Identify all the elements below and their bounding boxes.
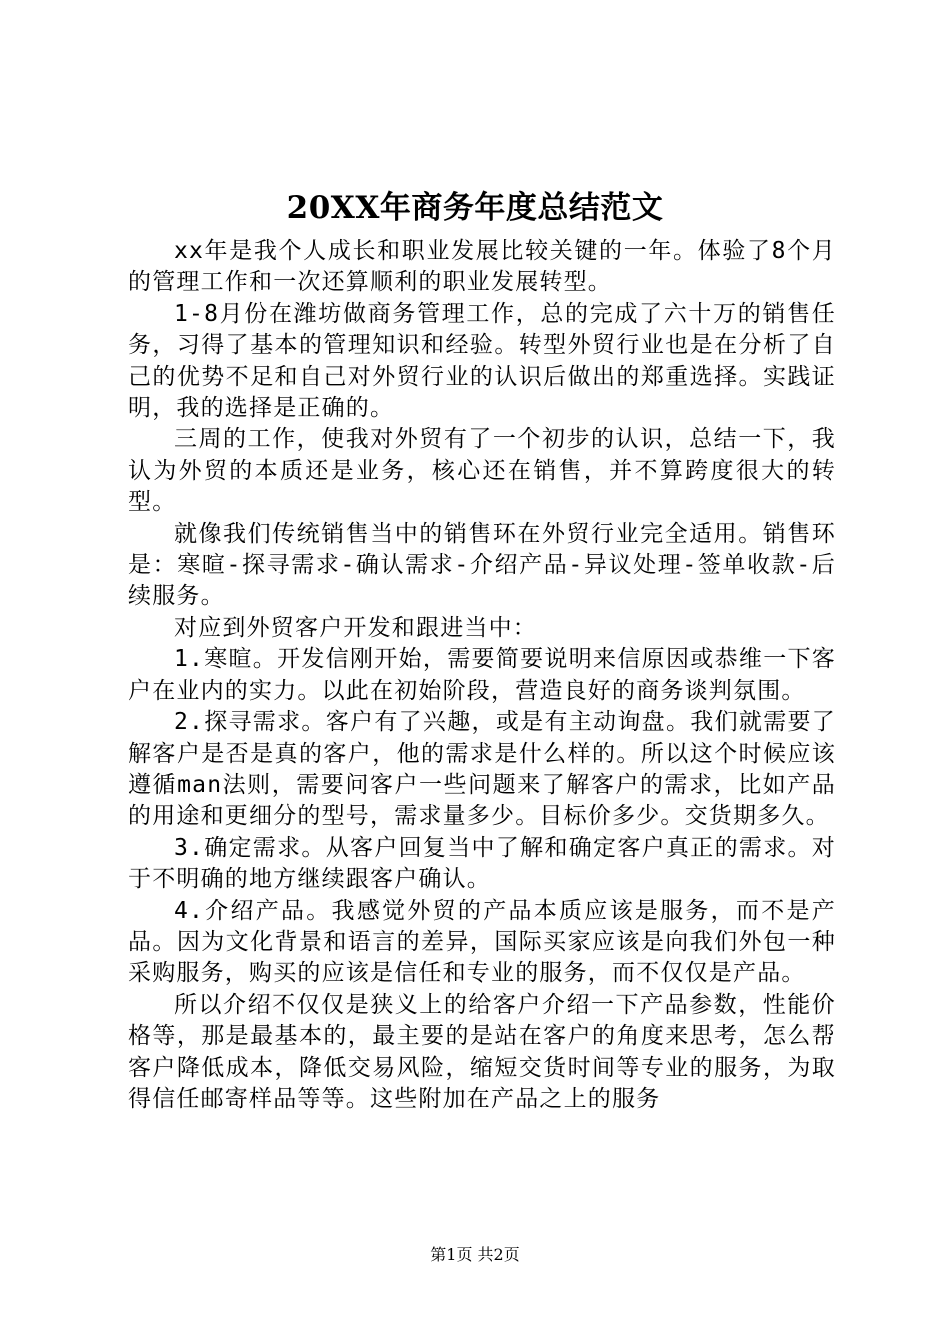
paragraph-1: xx年是我个人成长和职业发展比较关键的一年。体验了8个月的管理工作和一次还算顺利的职业发展转型。	[128, 238, 836, 296]
paragraph-2: 1-8月份在潍坊做商务管理工作，总的完成了六十万的销售任务，习得了基本的管理知识和经验。转型外贸行业也是在分析了自己的优势不足和自己对外贸行业的认识后做出的郑重选择。实践证明，我的选择是正确的。	[128, 300, 836, 422]
paragraph-10: 所以介绍不仅仅是狭义上的给客户介绍一下产品参数，性能价格等，那是最基本的，最主要的是站在客户的角度来思考，怎么帮客户降低成本，降低交易风险，缩短交货时间等专业的服务，为取得信任邮寄样品等等。这些附加在产品之上的服务	[128, 991, 836, 1112]
document-body	[128, 236, 836, 1115]
paragraph-8: 3.确定需求。从客户回复当中了解和确定客户真正的需求。对于不明确的地方继续跟客户确认。	[128, 834, 836, 893]
paragraph-4: 就像我们传统销售当中的销售环在外贸行业完全适用。销售环是：寒暄-探寻需求-确认需求-介绍产品-异议处理-签单收款-后续服务。	[128, 520, 836, 610]
paragraph-3: 三周的工作，使我对外贸有了一个初步的认识，总结一下，我认为外贸的本质还是业务，核心还在销售，并不算跨度很大的转型。	[128, 426, 836, 516]
paragraph-7: 2.探寻需求。客户有了兴趣，或是有主动询盘。我们就需要了解客户是否是真的客户，他的需求是什么样的。所以这个时候应该遵循man法则，需要问客户一些问题来了解客户的需求，比如产品的用途和更细分的型号，需求量多少。目标价多少。交货期多久。	[128, 709, 836, 830]
paragraph-9: 4.介绍产品。我感觉外贸的产品本质应该是服务，而不是产品。因为文化背景和语言的差异，国际买家应该是向我们外包一种采购服务，购买的应该是信任和专业的服务，而不仅仅是产品。	[128, 897, 836, 987]
paragraph-6: 1.寒暄。开发信刚开始，需要简要说明来信原因或恭维一下客户在业内的实力。以此在初始阶段，营造良好的商务谈判氛围。	[128, 646, 836, 704]
paragraph-5: 对应到外贸客户开发和跟进当中：	[174, 614, 537, 641]
document-title: 20XX年商务年度总结范文	[286, 190, 664, 226]
page-footer: 第1页 共2页	[430, 1245, 520, 1264]
